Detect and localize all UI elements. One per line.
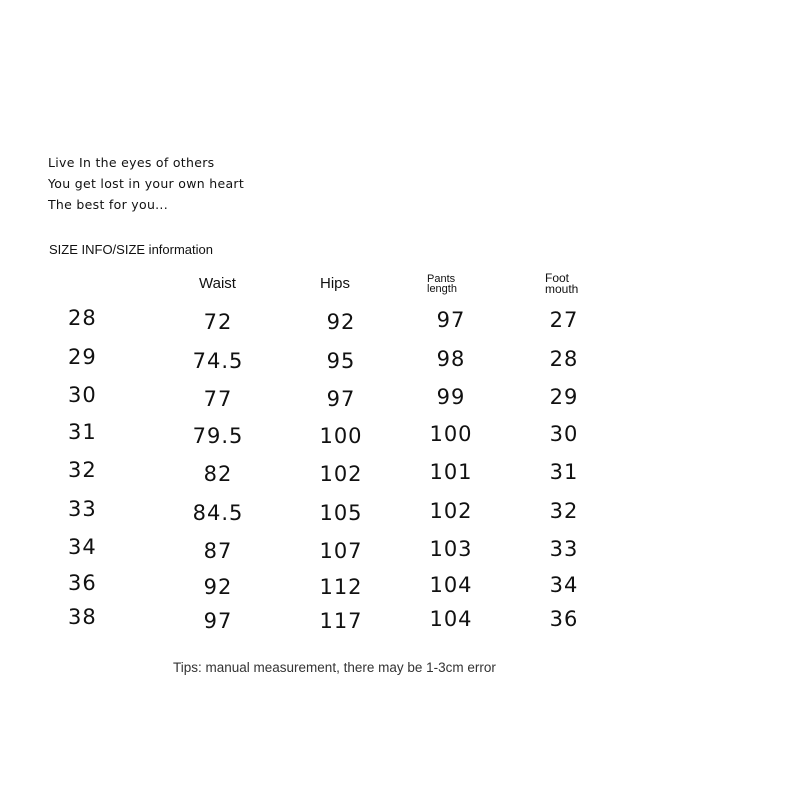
waist-cell: 97 bbox=[203, 609, 233, 633]
size-cell: 34 bbox=[68, 535, 97, 559]
column-header-foot-mouth-line1: Foot bbox=[545, 271, 570, 285]
waist-cell: 92 bbox=[203, 575, 233, 599]
size-cell: 36 bbox=[68, 571, 97, 595]
table-row bbox=[0, 383, 800, 419]
quote-line: The best for you... bbox=[48, 197, 168, 212]
size-cell: 38 bbox=[68, 605, 97, 629]
table-row bbox=[0, 345, 800, 381]
pants-length-cell: 97 bbox=[436, 308, 466, 332]
foot-mouth-cell: 27 bbox=[549, 308, 579, 332]
foot-mouth-cell: 32 bbox=[549, 499, 579, 523]
foot-mouth-cell: 34 bbox=[549, 573, 579, 597]
table-row bbox=[0, 605, 800, 641]
column-header-pants-length-line2: length bbox=[427, 283, 457, 295]
pants-length-cell: 100 bbox=[429, 422, 473, 446]
size-cell: 29 bbox=[68, 345, 97, 369]
column-header-hips: Hips bbox=[320, 275, 351, 292]
column-header-foot-mouth-line2: mouth bbox=[545, 282, 579, 296]
hips-cell: 102 bbox=[319, 462, 363, 486]
table-row bbox=[0, 497, 800, 533]
waist-cell: 79.5 bbox=[192, 424, 244, 448]
size-cell: 33 bbox=[68, 497, 97, 521]
size-cell: 30 bbox=[68, 383, 97, 407]
foot-mouth-cell: 33 bbox=[549, 537, 579, 561]
hips-cell: 107 bbox=[319, 539, 363, 563]
waist-cell: 87 bbox=[203, 539, 233, 563]
size-cell: 31 bbox=[68, 420, 97, 444]
waist-cell: 84.5 bbox=[192, 501, 244, 525]
waist-cell: 72 bbox=[203, 310, 233, 334]
foot-mouth-cell: 28 bbox=[549, 347, 579, 371]
waist-cell: 74.5 bbox=[192, 349, 244, 373]
table-row bbox=[0, 458, 800, 494]
waist-cell: 82 bbox=[203, 462, 233, 486]
hips-cell: 97 bbox=[326, 387, 356, 411]
foot-mouth-cell: 31 bbox=[549, 460, 579, 484]
quote-line: Live In the eyes of others bbox=[48, 155, 215, 170]
foot-mouth-cell: 36 bbox=[549, 607, 579, 631]
waist-cell: 77 bbox=[203, 387, 233, 411]
table-row bbox=[0, 571, 800, 607]
quote-line: You get lost in your own heart bbox=[48, 176, 245, 191]
size-cell: 28 bbox=[68, 306, 97, 330]
tips-note: Tips: manual measurement, there may be 1-3cm error bbox=[173, 660, 496, 675]
pants-length-cell: 104 bbox=[429, 573, 473, 597]
hips-cell: 117 bbox=[319, 609, 363, 633]
pants-length-cell: 101 bbox=[429, 460, 473, 484]
pants-length-cell: 99 bbox=[436, 385, 466, 409]
pants-length-cell: 103 bbox=[429, 537, 473, 561]
foot-mouth-cell: 30 bbox=[549, 422, 579, 446]
column-header-waist: Waist bbox=[199, 275, 236, 292]
pants-length-cell: 98 bbox=[436, 347, 466, 371]
table-row bbox=[0, 306, 800, 342]
size-cell: 32 bbox=[68, 458, 97, 482]
pants-length-cell: 104 bbox=[429, 607, 473, 631]
size-info-heading: SIZE INFO/SIZE information bbox=[49, 242, 213, 257]
hips-cell: 100 bbox=[319, 424, 363, 448]
hips-cell: 92 bbox=[326, 310, 356, 334]
hips-cell: 95 bbox=[326, 349, 356, 373]
pants-length-cell: 102 bbox=[429, 499, 473, 523]
hips-cell: 105 bbox=[319, 501, 363, 525]
foot-mouth-cell: 29 bbox=[549, 385, 579, 409]
hips-cell: 112 bbox=[319, 575, 363, 599]
column-header-pants-length-line1: Pants bbox=[427, 273, 456, 285]
table-row bbox=[0, 420, 800, 456]
table-row bbox=[0, 535, 800, 571]
